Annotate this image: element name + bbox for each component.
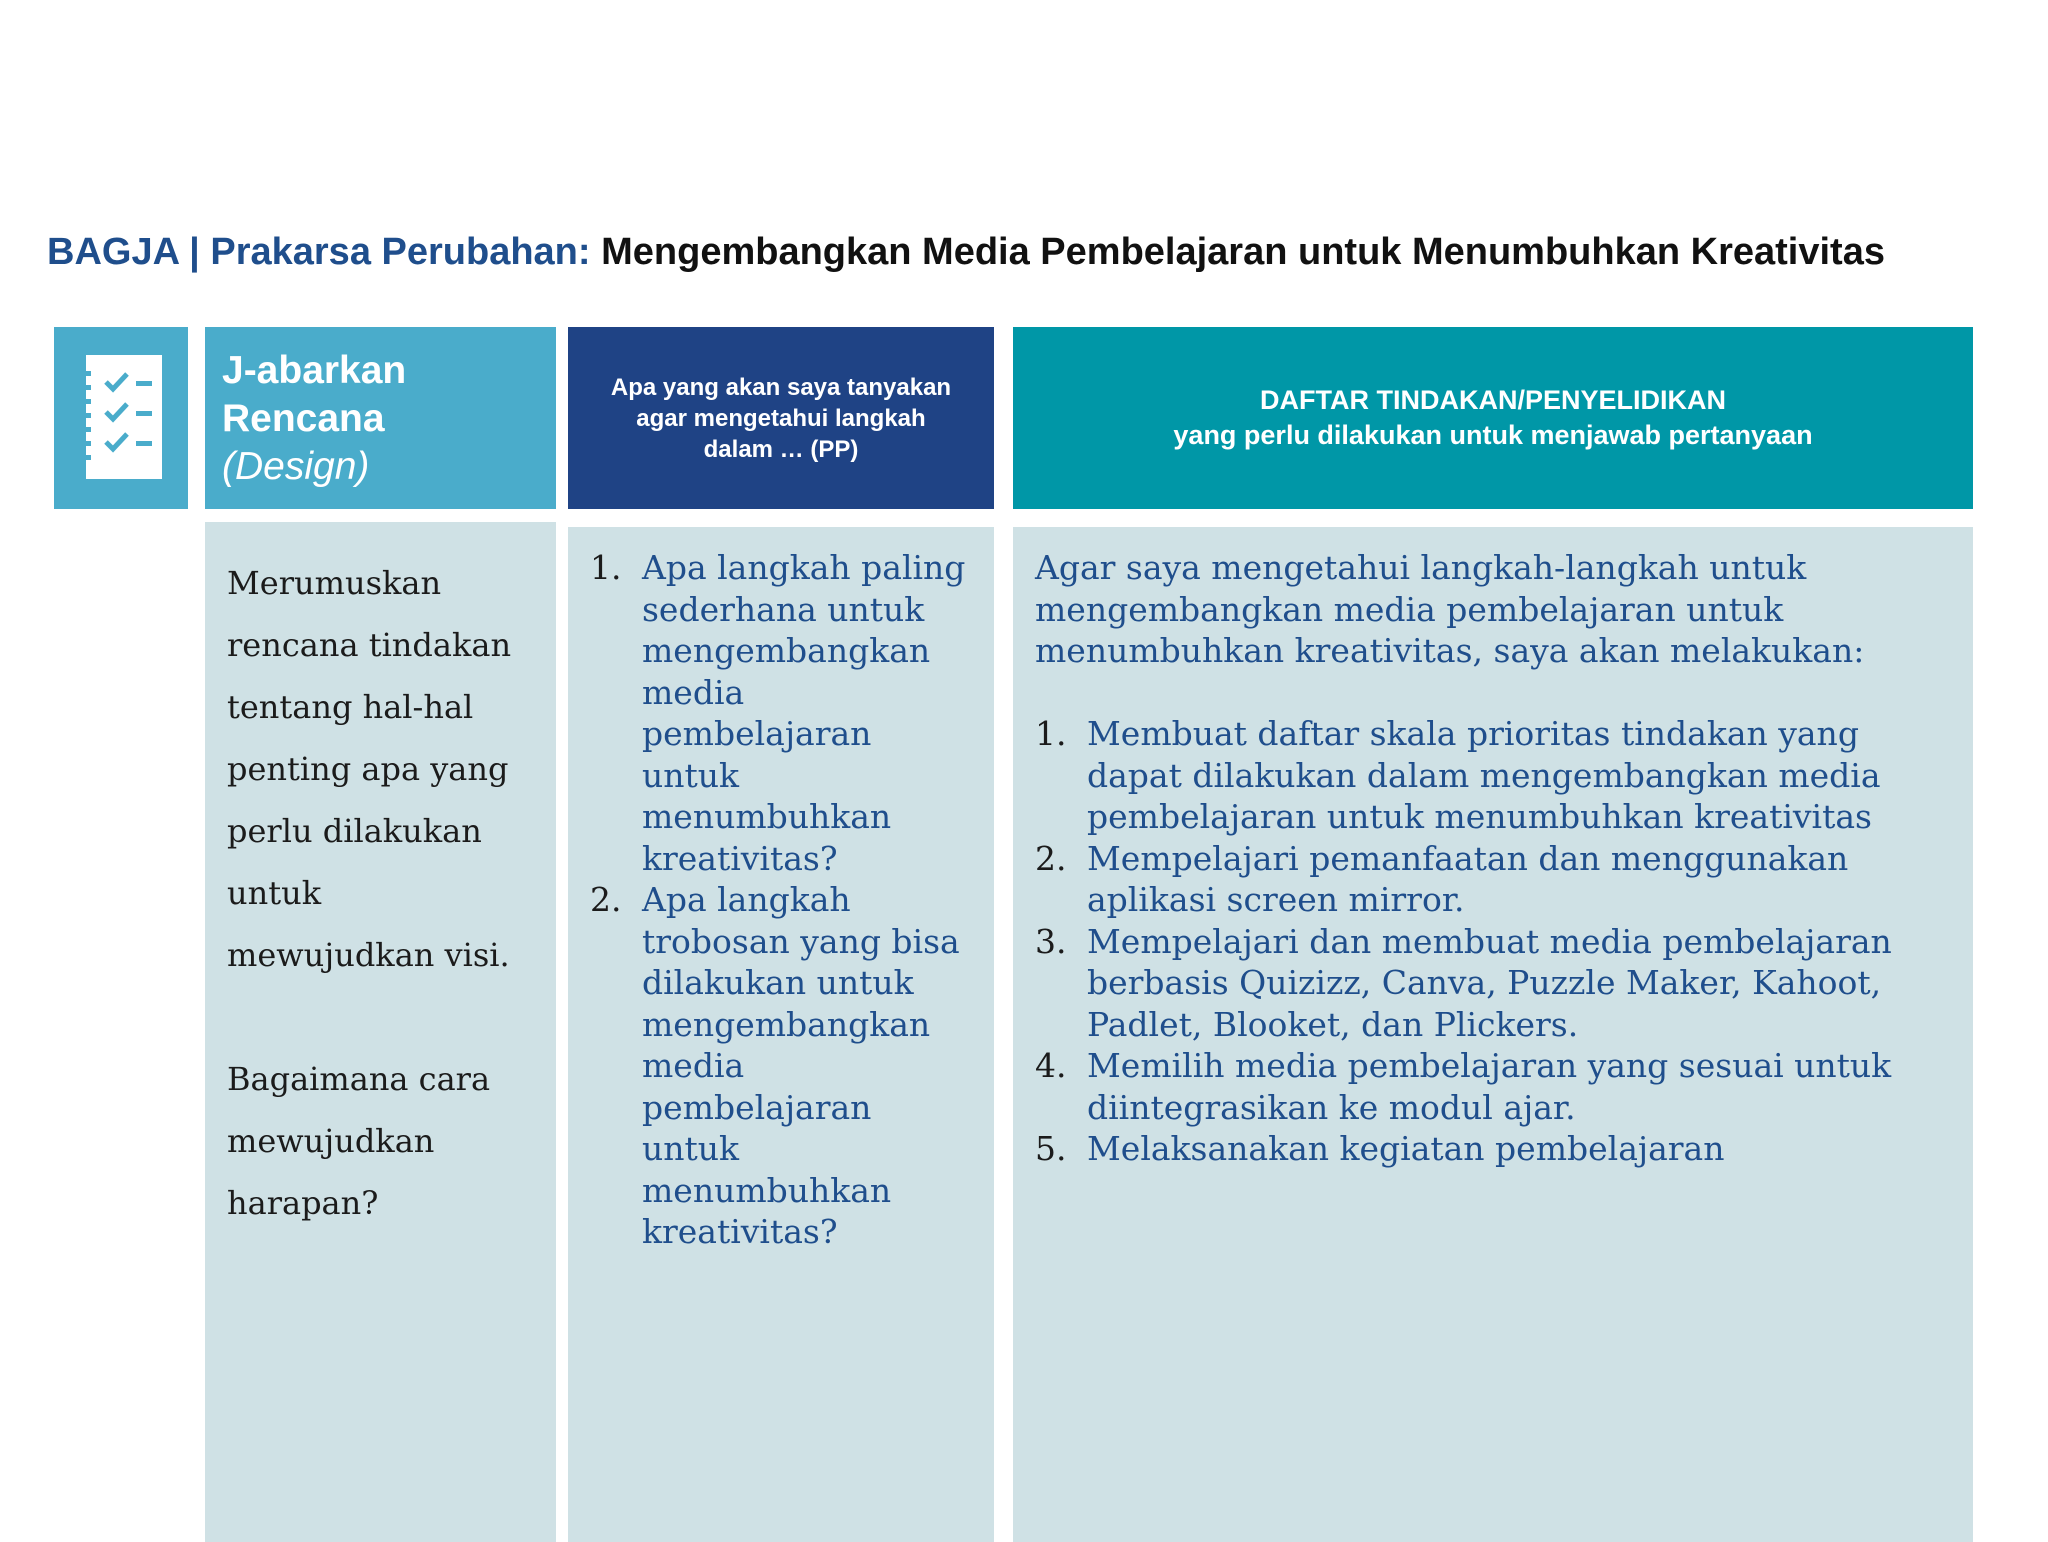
header-questions	[568, 327, 994, 509]
action-item	[1035, 1045, 1973, 1128]
action-item	[1035, 713, 1973, 838]
design-line-1: Merumuskan	[227, 564, 442, 602]
question-2-line-7: untuk	[642, 1129, 740, 1168]
question-1-line-6: untuk	[642, 755, 740, 795]
question-1-line-5: pembelajaran	[642, 714, 872, 753]
question-1-line-2: sederhana untuk	[642, 589, 925, 629]
action-number: 5.	[1035, 1129, 1067, 1168]
question-item	[590, 547, 994, 879]
question-number: 1.	[590, 548, 622, 587]
question-2-line-3: dilakukan untuk	[642, 963, 914, 1002]
checklist-icon	[80, 355, 162, 479]
question-2-line-2: trobosan yang bisa	[642, 921, 960, 961]
design-question-line-3: harapan?	[227, 1184, 379, 1222]
action-number: 1.	[1035, 714, 1067, 753]
question-item	[590, 879, 994, 1253]
action-intro-line-1: Agar saya mengetahui langkah-langkah untuk	[1035, 548, 1807, 587]
action-intro-line-3: menumbuhkan kreativitas, saya akan melakukan:	[1035, 631, 1865, 670]
question-number: 2.	[590, 880, 622, 919]
action-1-line-3: pembelajaran untuk menumbuhkan kreativitas	[1087, 797, 1872, 836]
header-action-line1: DAFTAR TINDAKAN/PENYELIDIKAN	[1260, 385, 1726, 415]
action-number: 3.	[1035, 921, 1067, 961]
header-questions-line3: dalam … (PP)	[703, 435, 859, 463]
header-questions-line2: agar mengetahui langkah	[636, 404, 926, 432]
action-item	[1035, 921, 1973, 1046]
header-questions-line1: Apa yang akan saya tanyakan	[610, 373, 952, 401]
question-2-line-9: kreativitas?	[642, 1212, 838, 1251]
action-3-line-3: Padlet, Blooket, dan Plickers.	[1087, 1004, 1579, 1044]
action-4-line-1: Memilih media pembelajaran yang sesuai untuk	[1087, 1046, 1892, 1085]
header-action-line2: yang perlu dilakukan untuk menjawab pertanyaan	[1173, 420, 1813, 450]
header-design	[205, 327, 556, 509]
action-item	[1035, 1128, 1973, 1170]
page-title	[47, 228, 2027, 276]
action-intro	[1035, 547, 1973, 672]
action-1-line-2: dapat dilakukan dalam mengembangkan media	[1087, 755, 1881, 795]
title-main: Mengembangkan Media Pembelajaran untuk Menumbuhkan Kreativitas	[601, 231, 1885, 273]
question-1-line-4: media	[642, 672, 745, 712]
design-description-panel	[205, 522, 556, 1542]
header-action-list	[1013, 327, 1973, 509]
action-number: 2.	[1035, 838, 1067, 878]
design-line-2: rencana tindakan	[227, 626, 512, 664]
action-3-line-2: berbasis Quizizz, Canva, Puzzle Maker, Kahoot,	[1087, 963, 1882, 1002]
question-2-line-1: Apa langkah	[642, 880, 851, 919]
design-line-7: mewujudkan visi.	[227, 936, 510, 974]
question-1-line-3: mengembangkan	[642, 631, 931, 670]
action-list-panel	[1013, 527, 1973, 1542]
action-5-line-1: Melaksanakan kegiatan pembelajaran	[1087, 1129, 1725, 1168]
question-1-line-7: menumbuhkan	[642, 797, 892, 836]
action-item	[1035, 838, 1973, 921]
design-question-line-2: mewujudkan	[227, 1122, 435, 1160]
design-line-6: untuk	[227, 874, 322, 912]
action-2-line-2: aplikasi screen mirror.	[1087, 880, 1465, 919]
question-1-line-8: kreativitas?	[642, 838, 838, 878]
question-2-line-5: media	[642, 1046, 745, 1085]
title-prefix: BAGJA | Prakarsa Perubahan	[47, 231, 578, 273]
title-separator: :	[577, 231, 602, 273]
action-1-line-1: Membuat daftar skala prioritas tindakan yang	[1087, 714, 1859, 753]
action-4-line-2: diintegrasikan ke modul ajar.	[1087, 1087, 1576, 1127]
icon-panel	[54, 327, 188, 509]
design-question-line-1: Bagaimana cara	[227, 1060, 491, 1098]
question-2-line-6: pembelajaran	[642, 1087, 872, 1127]
header-questions-text	[611, 372, 951, 465]
action-intro-line-2: mengembangkan media pembelajaran untuk	[1035, 589, 1784, 629]
action-3-line-1: Mempelajari dan membuat media pembelajaran	[1087, 921, 1892, 961]
design-line-4: penting apa yang	[227, 750, 509, 788]
action-2-line-1: Mempelajari pemanfaatan dan menggunakan	[1087, 838, 1849, 878]
header-design-line2: Rencana	[222, 397, 385, 440]
action-number: 4.	[1035, 1046, 1067, 1085]
question-1-line-1: Apa langkah paling	[642, 548, 966, 587]
design-line-3: tentang hal-hal	[227, 688, 474, 726]
question-2-line-4: mengembangkan	[642, 1004, 931, 1044]
questions-list	[590, 547, 994, 1253]
design-line-5: perlu dilakukan	[227, 812, 482, 850]
questions-panel	[568, 527, 994, 1542]
header-design-line3: (Design)	[222, 445, 370, 488]
header-design-line1: J-abarkan	[222, 349, 407, 392]
question-2-line-8: menumbuhkan	[642, 1170, 892, 1210]
paragraph-gap	[227, 986, 556, 1048]
action-list	[1035, 713, 1973, 1170]
